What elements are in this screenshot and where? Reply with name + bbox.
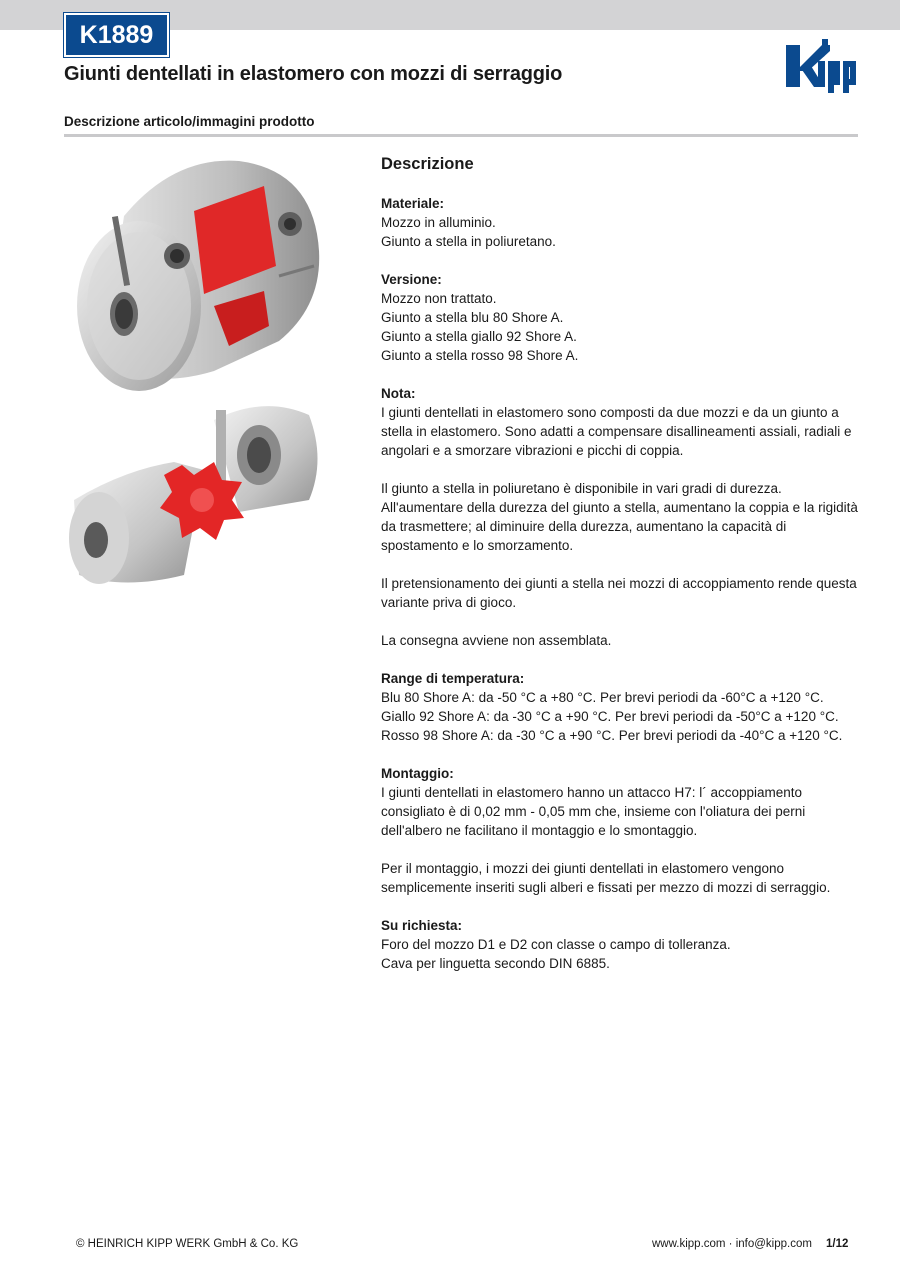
materiale-line: Giunto a stella in poliuretano. <box>381 234 556 249</box>
richiesta-block <box>381 916 861 973</box>
nota-paragraph: Il pretensionamento dei giunti a stella nei mozzi di accoppiamento rende questa variante priva di gioco. <box>381 576 857 610</box>
description-heading: Descrizione <box>381 155 474 173</box>
montaggio-block <box>381 764 861 840</box>
montaggio-paragraph: I giunti dentellati in elastomero hanno un attacco H7: l´ accoppiamento consigliato è di 0,02 mm - 0,05 mm che, insieme con l'oliatura dei perni dell'albero ne facilitano il montaggio e lo smontaggio. <box>381 785 806 838</box>
montaggio-label: Montaggio: <box>381 766 454 781</box>
nota-paragraph: Il giunto a stella in poliuretano è disponibile in vari gradi di durezza. All'aumentare della durezza del giunto a stella, aumentano la coppia e la rigidità da trasmettere; al diminuire della durezza, aumentano la capacità di spostamento e lo smorzamento. <box>381 481 858 553</box>
materiale-line: Mozzo in alluminio. <box>381 215 496 230</box>
versione-line: Giunto a stella giallo 92 Shore A. <box>381 329 577 344</box>
footer-contact: www.kipp.com · info@kipp.com <box>652 1238 812 1250</box>
page-number: 1/12 <box>826 1238 849 1250</box>
materiale-block <box>381 194 861 251</box>
versione-line: Giunto a stella blu 80 Shore A. <box>381 310 564 325</box>
description-content <box>381 152 861 992</box>
nota-paragraph: La consegna avviene non assemblata. <box>381 633 612 648</box>
range-label: Range di temperatura: <box>381 671 525 686</box>
product-image-exploded <box>64 400 322 588</box>
versione-line: Mozzo non trattato. <box>381 291 497 306</box>
product-code-badge: K1889 <box>64 13 169 57</box>
versione-line: Giunto a stella rosso 98 Shore A. <box>381 348 579 363</box>
range-line: Giallo 92 Shore A: da -30 °C a +90 °C. Per brevi periodi da -50°C a +120 °C. <box>381 709 839 724</box>
nota-label: Nota: <box>381 386 416 401</box>
range-block <box>381 669 861 745</box>
nota-block <box>381 384 861 460</box>
richiesta-line: Cava per linguetta secondo DIN 6885. <box>381 956 610 971</box>
versione-block <box>381 270 861 365</box>
versione-label: Versione: <box>381 272 442 287</box>
section-label: Descrizione articolo/immagini prodotto <box>64 114 315 129</box>
materiale-label: Materiale: <box>381 196 445 211</box>
footer-copyright: © HEINRICH KIPP WERK GmbH & Co. KG <box>76 1238 299 1250</box>
product-image-assembled <box>64 156 322 394</box>
section-divider <box>64 134 858 137</box>
range-line: Blu 80 Shore A: da -50 °C a +80 °C. Per brevi periodi da -60°C a +120 °C. <box>381 690 824 705</box>
range-line: Rosso 98 Shore A: da -30 °C a +90 °C. Per brevi periodi da -40°C a +120 °C. <box>381 728 843 743</box>
page-title: Giunti dentellati in elastomero con mozzi di serraggio <box>64 63 563 85</box>
montaggio-paragraph: Per il montaggio, i mozzi dei giunti dentellati in elastomero vengono semplicemente inseriti sugli alberi e fissati per mezzo di mozzi di serraggio. <box>381 861 831 895</box>
nota-paragraph: I giunti dentellati in elastomero sono composti da due mozzi e da un giunto a stella in elastomero. Sono adatti a compensare disallineamenti assiali, radiali e angolari e a smorzare vibrazioni e picchi di coppia. <box>381 405 852 458</box>
richiesta-line: Foro del mozzo D1 e D2 con classe o campo di tolleranza. <box>381 937 731 952</box>
kipp-logo <box>784 37 858 93</box>
richiesta-label: Su richiesta: <box>381 918 463 933</box>
